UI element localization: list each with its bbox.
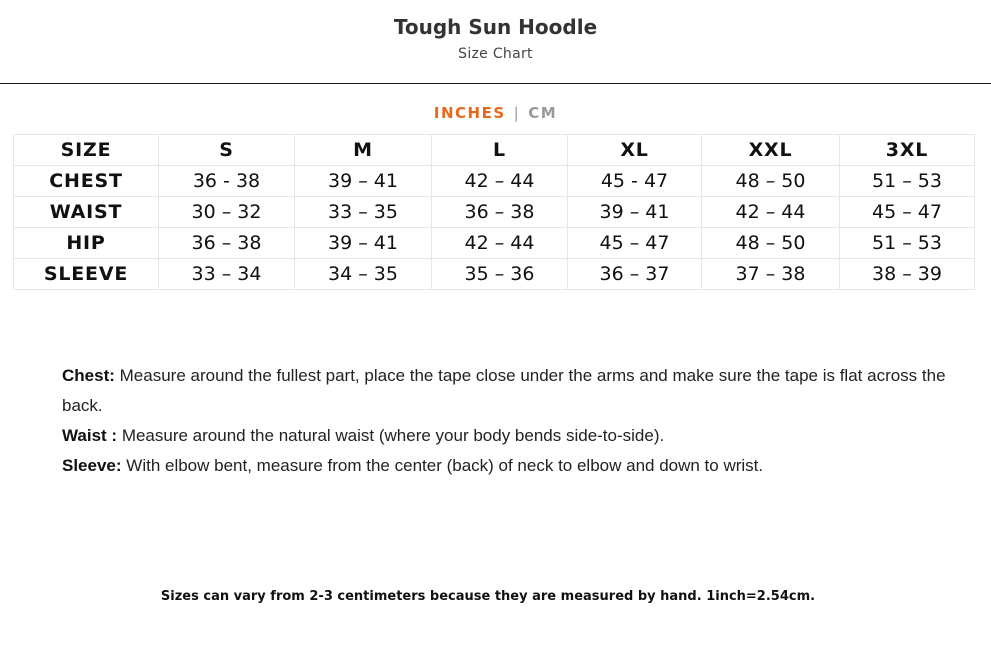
note-waist xyxy=(62,421,972,451)
note-chest xyxy=(62,361,972,421)
table-cell: 48 – 50 xyxy=(702,166,840,197)
table-cell: 33 – 35 xyxy=(295,197,432,228)
page-title: Tough Sun Hoodle xyxy=(393,15,598,39)
row-label: WAIST xyxy=(14,197,159,228)
column-header: SIZE xyxy=(14,135,159,166)
table-cell: 45 – 47 xyxy=(568,228,702,259)
note-sleeve xyxy=(62,451,972,481)
unit-inches-tab[interactable]: INCHES xyxy=(433,104,506,122)
table-cell: 45 - 47 xyxy=(568,166,702,197)
size-chart-table xyxy=(13,134,975,290)
page-header xyxy=(0,0,991,84)
unit-toggle xyxy=(0,104,991,122)
table-cell: 36 - 38 xyxy=(159,166,295,197)
note-text: With elbow bent, measure from the center (back) of neck to elbow and down to wrist. xyxy=(121,456,764,475)
column-header: 3XL xyxy=(840,135,975,166)
table-cell: 36 – 38 xyxy=(159,228,295,259)
table-row xyxy=(14,228,975,259)
table-cell: 39 – 41 xyxy=(295,228,432,259)
table-cell: 30 – 32 xyxy=(159,197,295,228)
column-header: S xyxy=(159,135,295,166)
unit-cm-tab[interactable]: CM xyxy=(528,104,558,122)
row-label: HIP xyxy=(14,228,159,259)
table-row xyxy=(14,197,975,228)
table-cell: 51 – 53 xyxy=(840,228,975,259)
column-header: XL xyxy=(568,135,702,166)
row-label: CHEST xyxy=(14,166,159,197)
table-cell: 36 – 37 xyxy=(568,259,702,290)
note-term: Sleeve: xyxy=(62,456,122,475)
table-header-row xyxy=(14,135,975,166)
table-cell: 33 – 34 xyxy=(159,259,295,290)
column-header: M xyxy=(295,135,432,166)
table-cell: 35 – 36 xyxy=(432,259,568,290)
note-text: Measure around the fullest part, place the tape close under the arms and make sure the tape is flat across the back. xyxy=(62,366,946,415)
measurement-notes xyxy=(62,361,972,481)
table-cell: 48 – 50 xyxy=(702,228,840,259)
footnote: Sizes can vary from 2-3 centimeters because they are measured by hand. 1inch=2.54cm. xyxy=(160,589,816,604)
column-header: L xyxy=(432,135,568,166)
table-row xyxy=(14,259,975,290)
note-term: Chest: xyxy=(62,366,115,385)
table-cell: 39 – 41 xyxy=(295,166,432,197)
table-cell: 38 – 39 xyxy=(840,259,975,290)
unit-separator: | xyxy=(513,104,521,122)
table-cell: 42 – 44 xyxy=(432,228,568,259)
table-cell: 34 – 35 xyxy=(295,259,432,290)
table-cell: 37 – 38 xyxy=(702,259,840,290)
page-subtitle: Size Chart xyxy=(458,46,533,62)
note-text: Measure around the natural waist (where your body bends side-to-side). xyxy=(117,426,665,445)
column-header: XXL xyxy=(702,135,840,166)
note-term: Waist : xyxy=(62,426,118,445)
table-cell: 45 – 47 xyxy=(840,197,975,228)
table-cell: 42 – 44 xyxy=(432,166,568,197)
table-cell: 36 – 38 xyxy=(432,197,568,228)
row-label: SLEEVE xyxy=(14,259,159,290)
table-cell: 39 – 41 xyxy=(568,197,702,228)
table-row xyxy=(14,166,975,197)
table-cell: 42 – 44 xyxy=(702,197,840,228)
table-cell: 51 – 53 xyxy=(840,166,975,197)
